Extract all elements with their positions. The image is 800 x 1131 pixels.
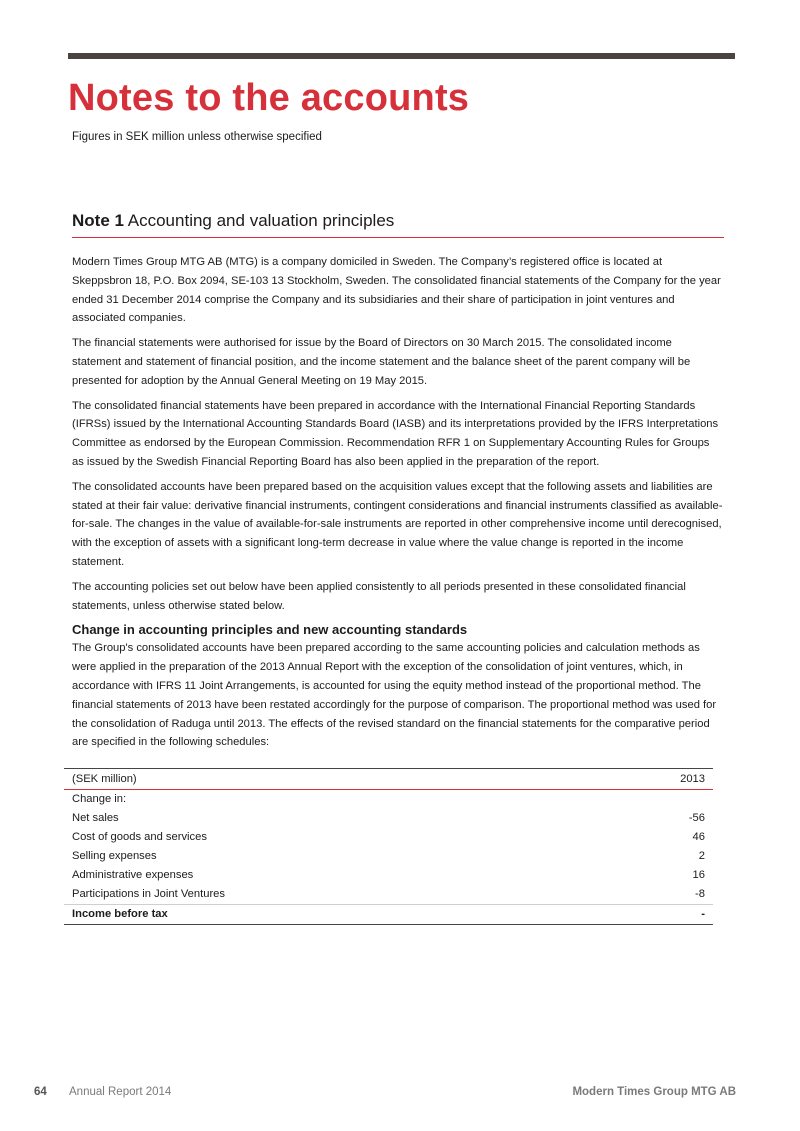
table-header-label: (SEK million) — [64, 769, 587, 790]
row-label: Selling expenses — [72, 850, 157, 862]
total-value: - — [587, 905, 713, 925]
row-value: -56 — [688, 812, 705, 824]
company-name: Modern Times Group MTG AB — [572, 1086, 736, 1098]
page-number: 64 — [34, 1086, 47, 1098]
row-label: Participations in Joint Ventures — [72, 888, 225, 900]
row-label: Cost of goods and services — [72, 831, 207, 843]
table-row — [64, 828, 713, 847]
table-header-year: 2013 — [587, 769, 713, 790]
row-value: 46 — [692, 831, 705, 843]
table-header-row — [64, 769, 713, 790]
top-rule — [68, 53, 735, 59]
table-total-row — [64, 905, 713, 925]
row-value: 2 — [698, 850, 705, 862]
row-label: Net sales — [72, 812, 119, 824]
table-row — [64, 809, 713, 828]
note-number: Note 1 — [72, 211, 124, 230]
note-title: Accounting and valuation principles — [127, 211, 395, 230]
paragraph: The financial statements were authorised for issue by the Board of Directors on 30 March 2015. The consolidated income statement and statement of financial position, and the income statement and the balance sheet of the parent company will be presented for adoption by the Annual General Meeting on 19 May 2015. — [72, 337, 691, 387]
total-label: Income before tax — [64, 905, 587, 925]
paragraph: The Group's consolidated accounts have been prepared according to the same accounting policies and calculation methods as were applied in the preparation of the 2013 Annual Report with the exception of the consolidation of joint ventures, which, in accordance with IFRS 11 Joint Arrangements, is accounted for using the equity method instead of the proportional method. The financial statements of 2013 have been restated accordingly for the purpose of comparison. The proportional method was used for the consolidation of Raduga until 2013. The effects of the revised standard on the financial statements for the comparative period are specified in the following schedules: — [72, 642, 717, 749]
table-row — [64, 885, 713, 905]
paragraph: The consolidated financial statements have been prepared in accordance with the International Financial Reporting Standards (IFRSs) issued by the International Accounting Standards Board (IASB) and its interpretations provided by the IFRS Interpretations Committee as endorsed by the European Commission. Recommendation RFR 1 on Supplementary Accounting Rules for Groups as issued by the Swedish Financial Reporting Board has also been applied in the preparation of the report. — [72, 399, 719, 468]
row-value: 16 — [692, 869, 705, 881]
row-label: Administrative expenses — [72, 869, 194, 881]
table-row — [64, 847, 713, 866]
paragraph: The accounting policies set out below have been applied consistently to all periods presented in these consolidated financial statements, unless otherwise stated below. — [72, 580, 686, 612]
page-title: Notes to the accounts — [68, 77, 470, 119]
restatement-table — [64, 768, 713, 925]
page-subtitle: Figures in SEK million unless otherwise specified — [72, 131, 322, 143]
note-body — [72, 253, 724, 758]
report-name: Annual Report 2014 — [69, 1086, 172, 1098]
table-section-label: Change in: — [72, 793, 127, 805]
paragraph: The consolidated accounts have been prepared based on the acquisition values except that the following assets and liabilities are stated at their fair value: derivative financial instruments, contingent considerations and financial instruments classified as available-for-sale. The changes in the value of available-for-sale instruments are reported in other comprehensive income until derecognised, with the exception of assets with a significant long-term decrease in value where the value change is reported in the income statement. — [72, 480, 723, 568]
row-value: -8 — [695, 888, 705, 900]
table-row — [64, 866, 713, 885]
section-heading: Change in accounting principles and new accounting standards — [72, 622, 468, 638]
paragraph: Modern Times Group MTG AB (MTG) is a company domiciled in Sweden. The Company’s registered office is located at Skeppsbron 18, P.O. Box 2094, SE-103 13 Stockholm, Sweden. The consolidated financial statements of the Company for the year ended 31 December 2014 comprise the Company and its subsidiaries and their share of participation in joint ventures and associated companies. — [72, 256, 721, 325]
note-heading — [72, 210, 724, 238]
table-section-row — [64, 790, 713, 810]
